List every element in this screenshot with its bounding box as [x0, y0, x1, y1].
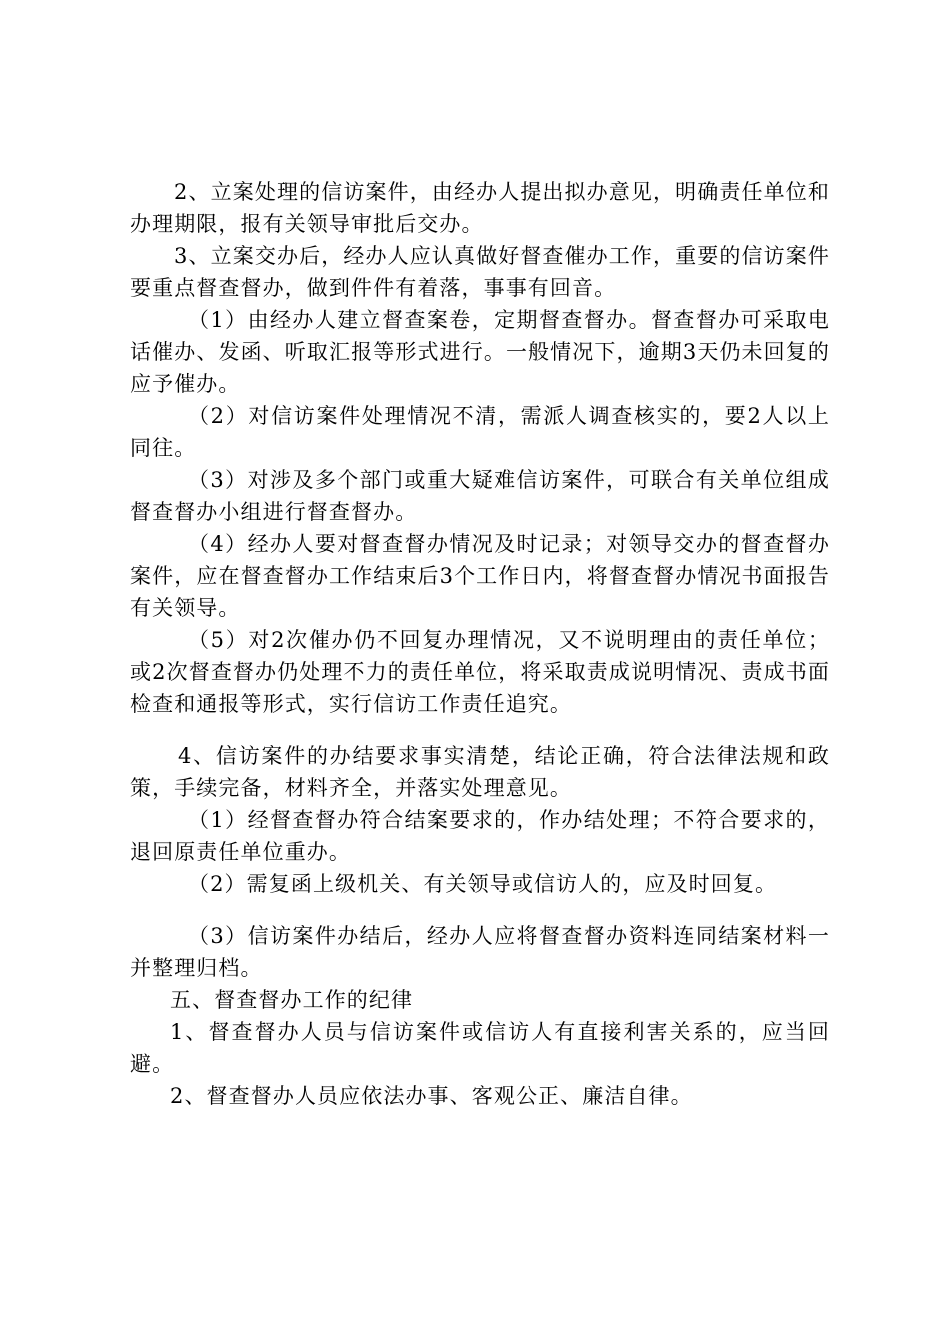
paragraph-sub-5: （5）对2次催办仍不回复办理情况，又不说明理由的责任单位；或2次督查督办仍处理不力的责任单位，将采取责成说明情况、责成书面检查和通报等形式，实行信访工作责任追究。: [130, 628, 830, 716]
paragraph-item-2: 2、立案处理的信访案件，由经办人提出拟办意见，明确责任单位和办理期限，报有关领导审批后交办。: [130, 180, 830, 236]
paragraph-sub-3: （3）对涉及多个部门或重大疑难信访案件，可联合有关单位组成督查督办小组进行督查督办。: [130, 468, 830, 524]
paragraph-discipline-1: 1、督查督办人员与信访案件或信访人有直接利害关系的，应当回避。: [130, 1020, 830, 1076]
paragraph-sub-4-1: （1）经督查督办符合结案要求的，作办结处理；不符合要求的，退回原责任单位重办。: [130, 808, 830, 864]
paragraph-item-4: 4、信访案件的办结要求事实清楚，结论正确，符合法律法规和政策，手续完备，材料齐全，并落实处理意见。: [130, 744, 830, 800]
paragraph-discipline-2: 2、督查督办人员应依法办事、客观公正、廉洁自律。: [170, 1084, 693, 1108]
paragraph-sub-4: （4）经办人要对督查督办情况及时记录；对领导交办的督查督办案件，应在督查督办工作结束后3个工作日内，将督查督办情况书面报告有关领导。: [130, 532, 830, 620]
paragraph-spacer: [130, 720, 830, 740]
paragraph-sub-1: （1）由经办人建立督查案卷，定期督查督办。督查督办可采取电话催办、发函、听取汇报等形式进行。一般情况下，逾期3天仍未回复的应予催办。: [130, 308, 830, 396]
document-body: [130, 176, 830, 1112]
paragraph-item-3: 3、立案交办后，经办人应认真做好督查催办工作，重要的信访案件要重点督查督办，做到件件有着落，事事有回音。: [130, 244, 830, 300]
paragraph-spacer: [130, 900, 830, 920]
paragraph-sub-2: （2）对信访案件处理情况不清，需派人调查核实的，要2人以上同往。: [130, 404, 830, 460]
section-heading-discipline: 五、督查督办工作的纪律: [170, 988, 414, 1012]
paragraph-sub-4-3: （3）信访案件办结后，经办人应将督查督办资料连同结案材料一并整理归档。: [130, 924, 830, 980]
paragraph-sub-4-2: （2）需复函上级机关、有关领导或信访人的，应及时回复。: [188, 872, 778, 896]
